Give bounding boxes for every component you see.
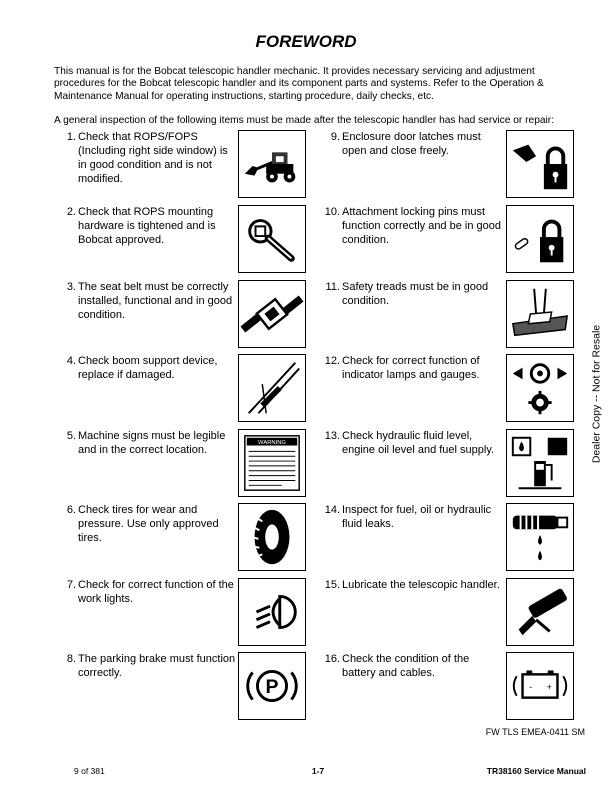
svg-text:+: + bbox=[546, 681, 552, 692]
door-latch-icon bbox=[506, 130, 574, 198]
work-light-icon bbox=[238, 578, 306, 646]
battery-icon bbox=[506, 652, 574, 720]
document-code: FW TLS EMEA-0411 SM bbox=[485, 727, 585, 737]
grease-gun-icon bbox=[506, 578, 574, 646]
indicator-lamp-icon bbox=[506, 354, 574, 422]
footer-page-count: 9 of 381 bbox=[74, 766, 105, 776]
inspection-intro: A general inspection of the following items must be made after the telescopic handler has had service or repair: bbox=[54, 115, 555, 126]
fluid-level-icon bbox=[506, 429, 574, 497]
svg-text:-: - bbox=[529, 681, 533, 692]
seat-belt-icon bbox=[238, 280, 306, 348]
safety-tread-icon bbox=[506, 280, 574, 348]
boom-support-icon bbox=[238, 354, 306, 422]
leak-icon bbox=[506, 503, 574, 571]
tire-icon bbox=[238, 503, 306, 571]
wrench-icon bbox=[238, 205, 306, 273]
parking-brake-icon bbox=[238, 652, 306, 720]
side-watermark: Dealer Copy -- Not for Resale bbox=[590, 324, 603, 464]
warning-sign-icon bbox=[238, 429, 306, 497]
locking-pin-icon bbox=[506, 205, 574, 273]
intro-paragraph: This manual is for the Bobcat telescopic handler mechanic. It provides necessary servicing and adjustment procedures for the Bobcat telescopic handler and its component parts and systems. Refer to the Operation & Maintenance Manual for operating instructions, starting procedure, daily checks, etc. bbox=[54, 66, 544, 102]
page-title: FOREWORD bbox=[255, 32, 357, 51]
telehandler-icon bbox=[238, 130, 306, 198]
svg-text:P: P bbox=[265, 675, 279, 698]
footer-page-number: 1-7 bbox=[311, 766, 325, 776]
warning-sign-label: WARNING bbox=[258, 440, 286, 447]
footer-manual-title: TR38160 Service Manual bbox=[486, 766, 586, 776]
